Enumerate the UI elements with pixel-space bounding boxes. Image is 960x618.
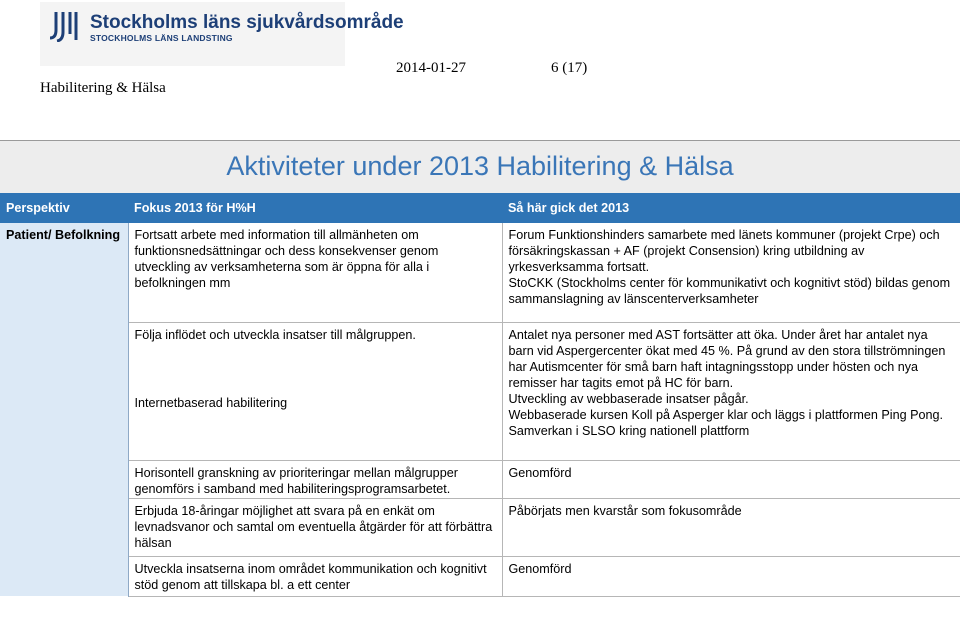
document-title: Aktiviteter under 2013 Habilitering & Hälsa <box>226 151 734 181</box>
column-header-perspective: Perspektiv <box>0 193 128 223</box>
header-page-number: 6 (17) <box>551 60 588 76</box>
column-header-result: Så här gick det 2013 <box>502 193 960 223</box>
header-date: 2014-01-27 <box>396 60 466 76</box>
result-text: Webbaserade kursen Koll på Asperger klar och läggs i plattformen Ping Pong. Samverkan i SLSO kring nationell plattform <box>508 407 944 438</box>
table-row <box>0 498 960 556</box>
result-text: Genomförd <box>508 465 572 480</box>
focus-text: Fortsatt arbete med information till allmänheten om funktionsnedsättningar och dess konsekvenser genom utveckling av verksamheterna som är öppna för alla i befolkningen mm <box>134 228 439 290</box>
perspective-cell: Patient/ Befolkning <box>0 223 128 596</box>
result-text: Påbörjats men kvarstår som fokusområde <box>508 503 742 518</box>
table-row <box>0 223 960 322</box>
column-header-focus: Fokus 2013 för H%H <box>128 193 502 223</box>
focus-text: Erbjuda 18-åringar möjlighet att svara på en enkät om levnadsvanor och samtal om eventuella åtgärder för att förbättra hälsan <box>134 503 493 550</box>
focus-text: Horisontell granskning av prioriteringar mellan målgrupper genomförs i samband med habiliteringsprogramsarbetet. <box>134 465 458 496</box>
result-text: Forum Funktionshinders samarbete med länets kommuner (projekt Crpe) och försäkringskassan + AF (projekt Consension) kring utbildning av yrkesverksamma fortsatt. <box>508 228 940 274</box>
activities-table <box>0 193 960 597</box>
table-row <box>0 322 960 460</box>
table-header-row <box>0 193 960 223</box>
result-cell <box>502 556 960 596</box>
result-cell <box>502 498 960 556</box>
focus-cell <box>128 223 502 322</box>
header-department: Habilitering & Hälsa <box>40 80 166 96</box>
landsting-logo-icon <box>50 10 80 42</box>
table-row <box>0 556 960 596</box>
focus-cell <box>128 322 502 460</box>
document-section <box>0 140 960 618</box>
logo-title: Stockholms läns sjukvårdsområde <box>90 12 404 33</box>
focus-cell <box>128 498 502 556</box>
logo <box>40 2 404 66</box>
table-row <box>0 460 960 498</box>
logo-subtitle: STOCKHOLMS LÄNS LANDSTING <box>90 33 233 43</box>
focus-cell <box>128 460 502 498</box>
focus-cell <box>128 556 502 596</box>
result-text: Genomförd <box>508 561 572 576</box>
result-text: Antalet nya personer med AST fortsätter att öka. Under året har antalet nya barn vid Aspergercenter ökat med 45 %. På grund av den stora tillströmningen har Autismcenter för små barn haft intagningsstopp under hösten och nya remisser har tagits emot på HC för barn. <box>508 327 946 390</box>
title-band <box>0 141 960 193</box>
focus-text: Följa inflödet och utveckla insatser till målgruppen. <box>134 327 416 342</box>
result-text: StoCKK (Stockholms center för kommunikativt och kognitivt stöd) bildas genom sammanslagning av länscenterverksamheter <box>508 276 951 306</box>
focus-text: Utveckla insatserna inom området kommunikation och kognitivt stöd genom att tillskapa bl. a ett center <box>134 561 487 592</box>
result-text: Utveckling av webbaserade insatser pågår. <box>508 391 749 406</box>
focus-text: Internetbaserad habilitering <box>134 395 288 410</box>
result-cell <box>502 460 960 498</box>
result-cell <box>502 322 960 460</box>
result-cell <box>502 223 960 322</box>
